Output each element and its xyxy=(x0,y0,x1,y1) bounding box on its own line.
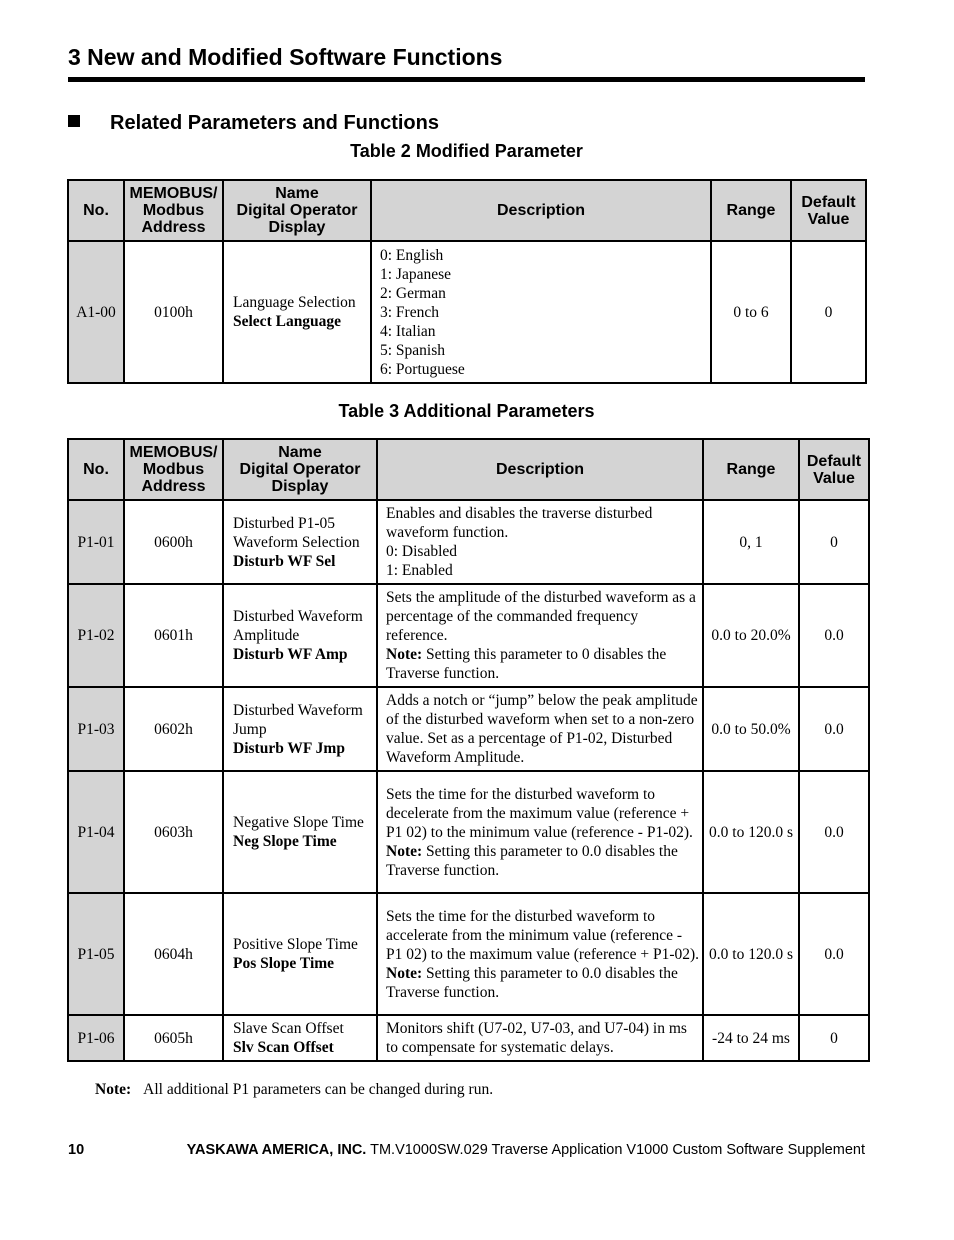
param-default: 0 xyxy=(799,1015,869,1061)
param-range: 0 to 6 xyxy=(711,241,791,383)
param-name: Disturbed P1-05 Waveform Selection Disturb WF Sel xyxy=(223,500,377,584)
param-range: 0.0 to 50.0% xyxy=(703,687,799,771)
header-default: Default Value xyxy=(799,439,869,500)
param-no: P1-02 xyxy=(68,584,124,687)
param-default: 0.0 xyxy=(799,893,869,1015)
param-no: P1-03 xyxy=(68,687,124,771)
option-line: 0: English xyxy=(380,246,444,264)
param-no: P1-05 xyxy=(68,893,124,1015)
param-description xyxy=(371,241,711,383)
param-range: -24 to 24 ms xyxy=(703,1015,799,1061)
option-line: 1: Japanese xyxy=(380,265,452,283)
table-row xyxy=(68,584,869,687)
param-description: Adds a notch or “jump” below the peak amplitude of the disturbed waveform when set to a non-zero value. Set as a percentage of P1-02, Disturbed Waveform Amplitude. xyxy=(377,687,703,771)
param-note: Note: Setting this parameter to 0.0 disables the Traverse function. xyxy=(386,964,678,1001)
header-range: Range xyxy=(703,439,799,500)
table2-caption: Table 2 Modified Parameter xyxy=(350,141,583,161)
param-range: 0.0 to 120.0 s xyxy=(703,771,799,893)
table-row xyxy=(68,771,869,893)
param-range: 0.0 to 120.0 s xyxy=(703,893,799,1015)
header-address: MEMOBUS/ Modbus Address xyxy=(124,439,223,500)
option-line: 5: Spanish xyxy=(380,341,446,359)
param-range: 0.0 to 20.0% xyxy=(703,584,799,687)
header-name: Name Digital Operator Display xyxy=(223,439,377,500)
header-address: MEMOBUS/ Modbus Address xyxy=(124,180,223,241)
header-default: Default Value xyxy=(791,180,866,241)
header-description: Description xyxy=(377,439,703,500)
option-line: 3: French xyxy=(380,303,439,321)
modified-parameter-table xyxy=(67,179,867,384)
header-no: No. xyxy=(68,180,124,241)
table-row xyxy=(68,1015,869,1061)
param-address: 0604h xyxy=(124,893,223,1015)
section-title: Related Parameters and Functions xyxy=(110,112,439,134)
param-no: P1-01 xyxy=(68,500,124,584)
param-address: 0605h xyxy=(124,1015,223,1061)
option-line: 2: German xyxy=(380,284,446,302)
page-footer xyxy=(68,1142,865,1158)
param-address: 0602h xyxy=(124,687,223,771)
param-range: 0, 1 xyxy=(703,500,799,584)
footer-company: YASKAWA AMERICA, INC. xyxy=(186,1142,367,1158)
chapter-title: 3 New and Modified Software Functions xyxy=(68,44,865,82)
param-no: A1-00 xyxy=(68,241,124,383)
param-description: Sets the time for the disturbed waveform to decelerate from the maximum value (reference + P1 02) to the minimum value (reference - P1-02). Note: Setting this parameter to 0.0 disables the Traverse function. xyxy=(377,771,703,893)
param-note: Note: Setting this parameter to 0.0 disables the Traverse function. xyxy=(386,842,678,879)
section-heading xyxy=(68,112,439,135)
param-description: Monitors shift (U7-02, U7-03, and U7-04) in ms to compensate for systematic delays. xyxy=(377,1015,703,1061)
header-no: No. xyxy=(68,439,124,500)
footnote-label: Note: xyxy=(95,1081,132,1098)
param-note: Note: Setting this parameter to 0 disables the Traverse function. xyxy=(386,646,667,682)
footer-text xyxy=(187,1142,865,1158)
footer-doc: TM.V1000SW.029 Traverse Application V1000 Custom Software Supplement xyxy=(366,1142,865,1158)
param-name: Disturbed Waveform Jump Disturb WF Jmp xyxy=(223,687,377,771)
param-description: Sets the time for the disturbed waveform to accelerate from the minimum value (reference - P1 02) to the maximum value (reference + P1-02). Note: Setting this parameter to 0.0 disables the Traverse function. xyxy=(377,893,703,1015)
param-default: 0.0 xyxy=(799,584,869,687)
option-line: 1: Enabled xyxy=(386,562,453,579)
param-name: Disturbed Waveform Amplitude Disturb WF Amp xyxy=(223,584,377,687)
param-default: 0.0 xyxy=(799,687,869,771)
param-address: 0600h xyxy=(124,500,223,584)
footnote xyxy=(95,1081,493,1099)
table-row xyxy=(68,687,869,771)
option-line: 4: Italian xyxy=(380,322,436,340)
param-default: 0 xyxy=(791,241,866,383)
param-no: P1-04 xyxy=(68,771,124,893)
footnote-text: All additional P1 parameters can be changed during run. xyxy=(143,1081,494,1098)
param-name: Slave Scan Offset Slv Scan Offset xyxy=(223,1015,377,1061)
table-header-row xyxy=(68,439,869,500)
header-name: Name Digital Operator Display xyxy=(223,180,371,241)
param-no: P1-06 xyxy=(68,1015,124,1061)
table-row xyxy=(68,500,869,584)
param-address: 0601h xyxy=(124,584,223,687)
param-default: 0.0 xyxy=(799,771,869,893)
additional-parameters-table xyxy=(67,438,870,1062)
param-default: 0 xyxy=(799,500,869,584)
param-address: 0100h xyxy=(124,241,223,383)
table3-caption: Table 3 Additional Parameters xyxy=(338,401,595,421)
page-number: 10 xyxy=(68,1142,85,1158)
param-address: 0603h xyxy=(124,771,223,893)
param-name: Negative Slope Time Neg Slope Time xyxy=(223,771,377,893)
param-description: Sets the amplitude of the disturbed waveform as a percentage of the commanded frequency reference. Note: Setting this parameter to 0 disables the Traverse function. xyxy=(377,584,703,687)
header-description: Description xyxy=(371,180,711,241)
option-line: 0: Disabled xyxy=(386,543,458,560)
option-line: 6: Portuguese xyxy=(380,360,465,378)
table-header-row xyxy=(68,180,866,241)
table-row xyxy=(68,893,869,1015)
square-bullet-icon xyxy=(68,115,80,127)
param-name: Positive Slope Time Pos Slope Time xyxy=(223,893,377,1015)
table-row xyxy=(68,241,866,383)
param-name: Language Selection Select Language xyxy=(223,241,371,383)
param-description: Enables and disables the traverse disturbed waveform function. 0: Disabled 1: Enabled xyxy=(377,500,703,584)
header-range: Range xyxy=(711,180,791,241)
